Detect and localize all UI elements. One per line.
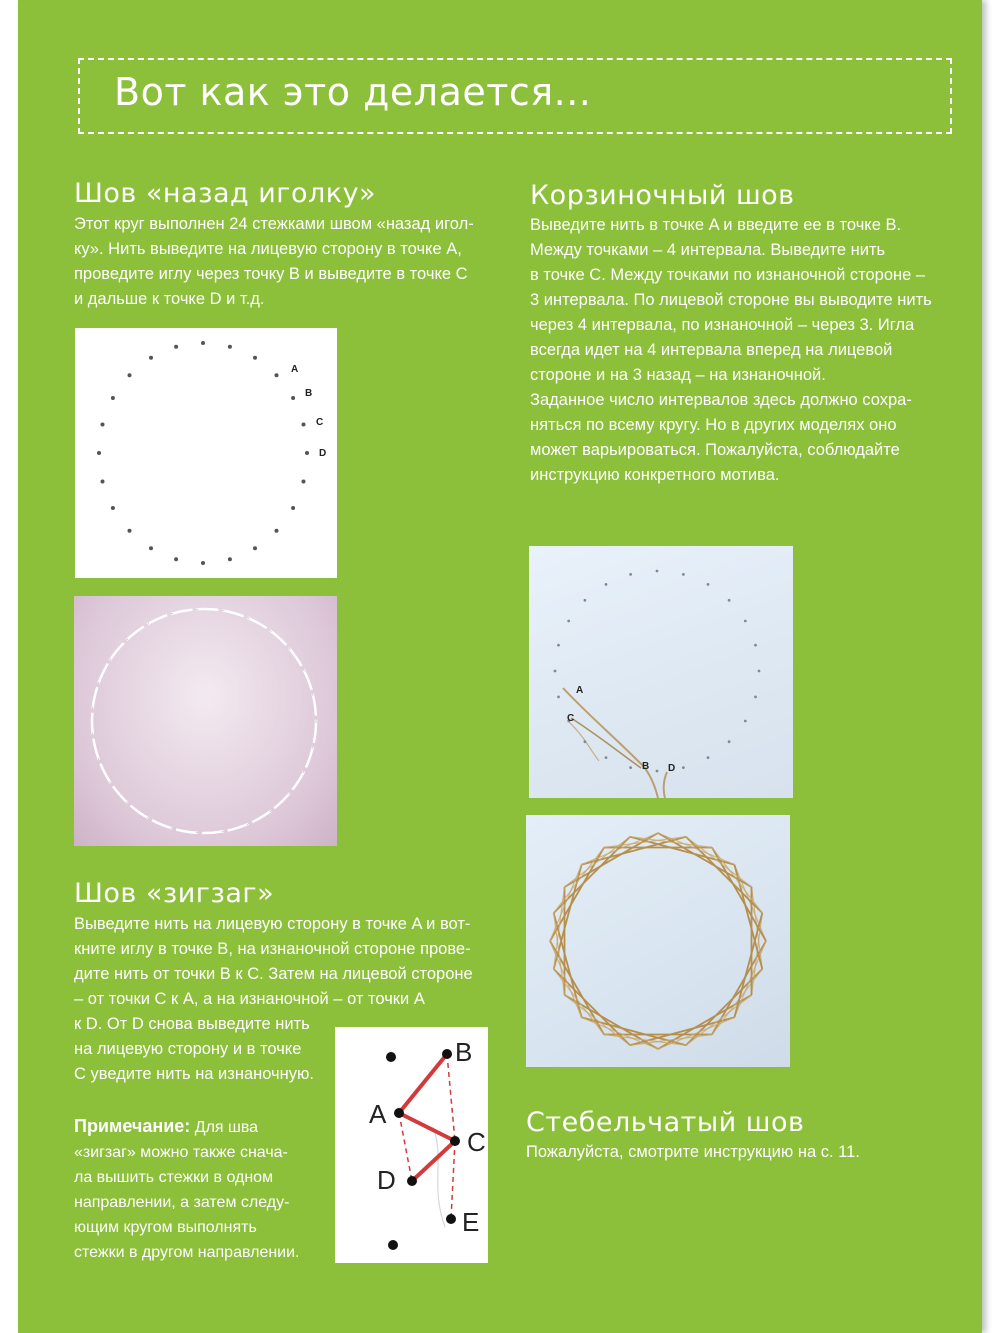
basket-label-c: C	[567, 713, 575, 724]
stem-text: Пожалуйста, смотрите инструкцию на с. 11.	[526, 1143, 860, 1161]
backstitch-holes-photo	[75, 328, 337, 578]
diagram-label-d: D	[377, 1165, 396, 1195]
zigzag-diagram	[335, 1027, 488, 1263]
diagram-label-c: C	[467, 1127, 486, 1157]
point-label-b: B	[305, 388, 313, 399]
basket-result-photo	[526, 815, 790, 1067]
backstitch-result-photo	[74, 596, 337, 846]
basket-label-a: A	[576, 685, 584, 696]
title-banner	[78, 58, 952, 134]
point-label-c: C	[316, 417, 324, 428]
basket-heading: Корзиночный шов	[530, 180, 795, 211]
diagram-label-a: A	[369, 1099, 387, 1129]
page-title: Вот как это делается...	[114, 70, 592, 114]
zigzag-heading: Шов «зигзаг»	[74, 878, 275, 909]
stem-heading: Стебельчатый шов	[526, 1107, 805, 1138]
backstitch-circle	[74, 596, 337, 846]
basket-holes	[529, 546, 793, 798]
basket-label-b: B	[642, 761, 650, 772]
backstitch-text: Этот круг выполнен 24 стежками швом «назад игол- ку». Нить выведите на лицевую сторону в точке A, проведите иглу через точку B и выведите в точке C и дальше к точке D и т.д.	[74, 215, 474, 308]
basket-star	[526, 815, 790, 1067]
basket-start-photo	[529, 546, 793, 798]
point-label-a: A	[291, 364, 299, 375]
note-text: Для шва «зигзаг» можно также снача- ла вышить стежки в одном направлении, а затем следу- ющим кругом выполнять стежки в другом направлении.	[74, 1119, 300, 1261]
point-label-d: D	[319, 448, 327, 459]
basket-text: Выведите нить в точке A и введите ее в точке B. Между точками – 4 интервала. Выведите нить в точке C. Между точками по изнаночной стороне – 3 интервала. По лицевой стороне вы выводите нить через 4 интервала, по изнаночной – через 3. Игла всегда идет на 4 интервала вперед на лицевой стороне и на 3 назад – на изнаночной. Заданное число интервалов здесь должно сохра- няться по всему кругу. Но в других моделях оно может варьироваться. Пожалуйста, соблюдайте инструкцию конкретного мотива.	[530, 216, 932, 484]
diagram-label-b: B	[455, 1037, 473, 1067]
basket-label-d: D	[668, 763, 676, 774]
page-background	[18, 0, 982, 1333]
zigzag-text: Выведите нить на лицевую сторону в точке A и вот- кните иглу в точке B, на изнаночной стороне прове- дите нить от точки B к C. Затем на лицевой стороне – от точки C к A, а на изнаночной – от точки A к D. От D снова выведите нить на лицевую сторону и в точке C уведите нить на изнаночную.	[74, 915, 473, 1083]
diagram-label-e: E	[462, 1207, 480, 1237]
note-label: Примечание:	[74, 1116, 191, 1136]
backstitch-heading: Шов «назад иголку»	[74, 178, 377, 209]
zigzag-note	[74, 1114, 324, 1265]
